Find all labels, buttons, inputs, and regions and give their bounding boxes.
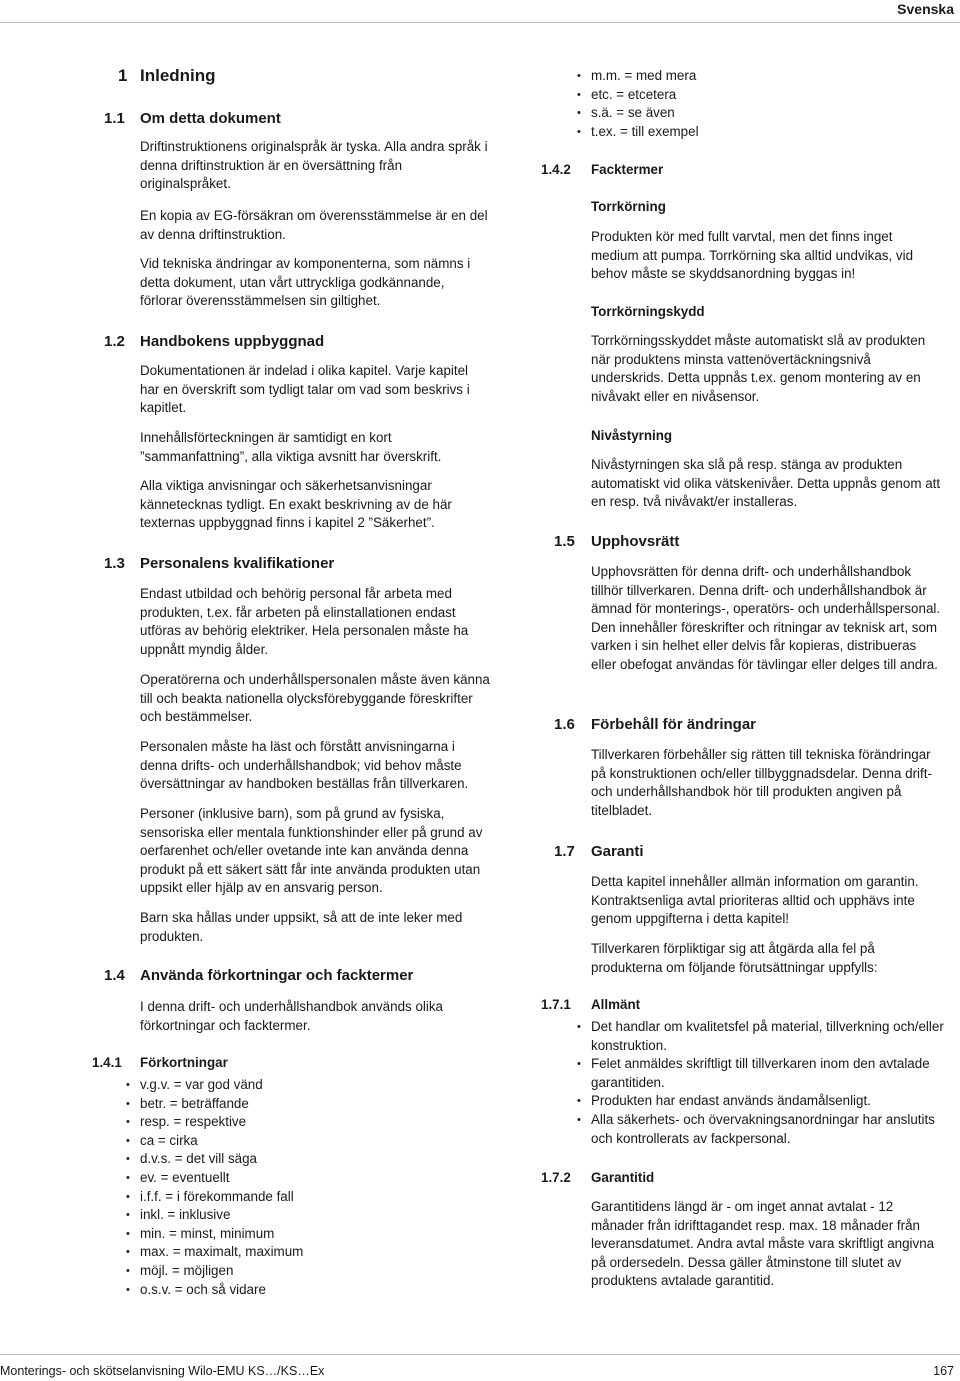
paragraph: Barn ska hållas under uppsikt, så att de inte leker med produkten. — [140, 910, 463, 944]
paragraph: Tillverkaren förpliktigar sig att åtgärda alla fel på produkterna om följande förutsättningar uppfylls: — [591, 941, 878, 975]
section-1-6-title: Förbehåll för ändringar — [591, 716, 757, 733]
paragraph: I denna drift- och underhållshandbok används olika förkortningar och facktermer. — [140, 999, 443, 1033]
section-1-title: Inledning — [140, 66, 216, 85]
section-1-3-title: Personalens kvalifikationer — [140, 555, 335, 572]
paragraph: En kopia av EG-försäkran om överensstämmelse är en del av denna driftinstruktion. — [140, 208, 488, 242]
paragraph: Operatörerna och underhållspersonalen måste även känna till och beakta nationella olycksförebyggande föreskrifter och bestämmelser. — [140, 672, 490, 725]
paragraph: Alla viktiga anvisningar och säkerhetsanvisningar kännetecknas tydligt. En exakt beskrivning av de här texternas uppbyggnad finns i kapitel 2 ”Säkerhet”. — [140, 478, 452, 531]
section-1-2-number: 1.2 — [104, 333, 125, 350]
list-item: • i.f.f. = i förekommande fall — [126, 1188, 486, 1207]
footer-document-title: Monterings- och skötselanvisning Wilo-EMU KS…/KS…Ex — [0, 1364, 325, 1378]
term-nivastyrning: Nivåstyrning — [591, 428, 673, 443]
paragraph: Torrkörningsskyddet måste automatiskt slå av produkten när produktens minsta vattenövertäckningsnivå underskrids. Detta uppnås t.ex. genom montering av en nivåvakt eller en nivåsensor. — [591, 333, 926, 404]
paragraph: Dokumentationen är indelad i olika kapitel. Varje kapitel har en överskrift som tydligt talar om vad som beskrivs i kapitlet. — [140, 363, 470, 416]
list-item: • ca = cirka — [126, 1132, 486, 1151]
section-1-5-number: 1.5 — [554, 533, 575, 550]
paragraph: Endast utbildad och behörig personal får arbeta med produkten, t.ex. får arbeten på elinstallationen endast utföras av behörig elektriker. Hela personalen måste ha uppnått myndig ålder. — [140, 586, 469, 657]
paragraph: Personalen måste ha läst och förstått anvisningarna i denna drifts- och underhållshandbok; vid behov måste översättningar av handboken beställas från tillverkaren. — [140, 739, 469, 792]
page-number: 167 — [933, 1364, 954, 1378]
section-1-1-title: Om detta dokument — [140, 110, 281, 127]
section-1-2-title: Handbokens uppbyggnad — [140, 333, 325, 350]
footer-divider — [0, 1354, 960, 1355]
list-item: • etc. = etcetera — [577, 86, 937, 105]
list-item: • t.ex. = till exempel — [577, 123, 937, 142]
section-1-4-title: Använda förkortningar och facktermer — [140, 967, 414, 984]
term-torrkorningskydd: Torrkörningskydd — [591, 304, 705, 319]
language-label: Svenska — [897, 1, 954, 17]
paragraph: Vid tekniska ändringar av komponenterna, som nämns i detta dokument, utan vårt uttryckliga godkännande, förlorar överensstämmelsen sin giltighet. — [140, 256, 471, 309]
section-1-3-number: 1.3 — [104, 555, 125, 572]
list-item: • möjl. = möjligen — [126, 1262, 486, 1281]
section-1-4-1-number: 1.4.1 — [92, 1055, 122, 1070]
list-item: • inkl. = inklusive — [126, 1206, 486, 1225]
list-item: • betr. = beträffande — [126, 1095, 486, 1114]
section-1-4-2-number: 1.4.2 — [541, 162, 571, 177]
section-1-number: 1 — [118, 66, 128, 85]
paragraph: Personer (inklusive barn), som på grund av fysiska, sensoriska eller mentala funktionshinder eller på grund av oerfarenhet och/eller ovetande inte kan använda denna produkt på ett säkert sätt får inte använda produkten utan uppsikt eller hjälp av en ansvarig person. — [140, 806, 483, 896]
warranty-conditions-list — [577, 1018, 945, 1148]
list-item: • min. = minst, minimum — [126, 1225, 486, 1244]
section-1-6-number: 1.6 — [554, 716, 575, 733]
section-1-4-2-title: Facktermer — [591, 162, 664, 177]
list-item: • Felet anmäldes skriftligt till tillverkaren inom den avtalade garantitiden. — [577, 1055, 945, 1092]
section-1-7-2-title: Garantitid — [591, 1170, 655, 1185]
section-1-7-1-number: 1.7.1 — [541, 997, 571, 1012]
paragraph: Garantitidens längd är - om inget annat avtalat - 12 månader från idrifttagandet resp. max. 18 månader från leveransdatumet. Andra avtal måste vara skriftligt angivna på ordersedeln. Dessa gäller åtminstone till slutet av produktens avtalade garantitid. — [591, 1199, 935, 1289]
section-1-1-number: 1.1 — [104, 110, 125, 127]
list-item: • o.s.v. = och så vidare — [126, 1281, 486, 1300]
paragraph: Innehållsförteckningen är samtidigt en kort ”sammanfattning”, alla viktiga avsnitt har överskrift. — [140, 430, 442, 464]
list-item: • Det handlar om kvalitetsfel på material, tillverkning och/eller konstruktion. — [577, 1018, 945, 1055]
list-item: • Alla säkerhets- och övervakningsanordningar har anslutits och kontrollerats av fackpersonal. — [577, 1111, 945, 1148]
section-1-5-title: Upphovsrätt — [591, 533, 680, 550]
paragraph: Upphovsrätten för denna drift- och underhållshandbok tillhör tillverkaren. Denna drift- och underhållshandbok är ämnad för monterings-, operatörs- och underhållspersonal. Den innehåller föreskrifter och ritningar av teknisk art, som varken i sin helhet eller delvis får kopieras, distribueras eller obefogat användas för tävlingar eller delges till andra. — [591, 564, 941, 672]
list-item: • d.v.s. = det vill säga — [126, 1150, 486, 1169]
section-1-4-number: 1.4 — [104, 967, 125, 984]
list-item: • v.g.v. = var god vänd — [126, 1076, 486, 1095]
section-1-7-title: Garanti — [591, 843, 644, 860]
section-1-7-1-title: Allmänt — [591, 997, 641, 1012]
list-item: • m.m. = med mera — [577, 67, 937, 86]
list-item: • max. = maximalt, maximum — [126, 1243, 486, 1262]
section-1-4-1-title: Förkortningar — [140, 1055, 228, 1070]
page-header — [0, 0, 960, 23]
section-1-7-2-number: 1.7.2 — [541, 1170, 571, 1185]
list-item: • resp. = respektive — [126, 1113, 486, 1132]
paragraph: Nivåstyrningen ska slå på resp. stänga av produkten automatiskt vid olika vätskenivåer. Detta uppnås genom att en resp. två nivåvakt/er installeras. — [591, 457, 941, 510]
list-item: • ev. = eventuellt — [126, 1169, 486, 1188]
list-item: • Produkten har endast används ändamålsenligt. — [577, 1092, 945, 1111]
paragraph: Driftinstruktionens originalspråk är tyska. Alla andra språk i denna driftinstruktion är en översättning från originalspråket. — [140, 139, 488, 192]
paragraph: Produkten kör med fullt varvtal, men det finns inget medium att pumpa. Torrkörning ska alltid undvikas, vid behov måste se skyddsanordning byggas in! — [591, 229, 914, 282]
abbreviation-list — [126, 1076, 486, 1299]
paragraph: Tillverkaren förbehåller sig rätten till tekniska förändringar på konstruktionen och/eller tillbyggnadsdelar. Denna drift- och underhållshandbok hör till produkten angiven på titelbladet. — [591, 747, 932, 818]
abbreviation-list-continued — [577, 67, 937, 141]
list-item: • s.ä. = se även — [577, 104, 937, 123]
term-torrkorning: Torrkörning — [591, 199, 666, 214]
section-1-7-number: 1.7 — [554, 843, 575, 860]
paragraph: Detta kapitel innehåller allmän information om garantin. Kontraktsenliga avtal prioriteras alltid och upphävs inte genom uppgifterna i detta kapitel! — [591, 874, 919, 927]
